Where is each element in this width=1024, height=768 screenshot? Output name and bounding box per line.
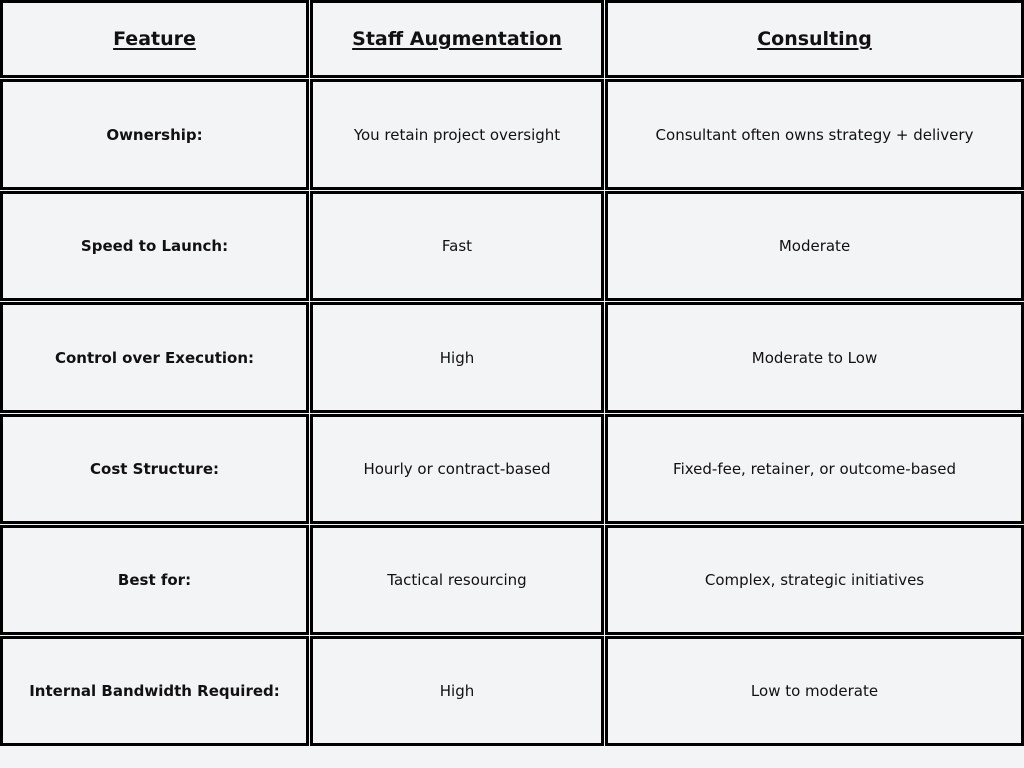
feature-label: Control over Execution:: [54, 348, 255, 367]
header-staff-augmentation-label: Staff Augmentation: [352, 28, 562, 50]
row-cost-consulting: [605, 414, 1024, 524]
row-cost-staff: [310, 414, 604, 524]
row-best-for-staff: [310, 525, 604, 635]
row-speed-feature: [0, 191, 309, 301]
staff-augmentation-value: Fast: [441, 237, 473, 255]
header-feature: [0, 0, 309, 78]
staff-augmentation-value: Tactical resourcing: [387, 571, 527, 589]
header-staff-augmentation: [310, 0, 604, 78]
row-bandwidth-feature: [0, 636, 309, 746]
feature-label: Ownership:: [106, 125, 203, 144]
row-best-for-consulting: [605, 525, 1024, 635]
feature-label: Cost Structure:: [90, 460, 219, 478]
row-best-for-feature: [0, 525, 309, 635]
consulting-value: Moderate: [778, 237, 851, 255]
row-ownership-feature: [0, 79, 309, 190]
consulting-value: Moderate to Low: [751, 348, 878, 367]
row-bandwidth-consulting: [605, 636, 1024, 746]
consulting-value: Fixed-fee, retainer, or outcome-based: [673, 460, 956, 478]
row-ownership-consulting: [605, 79, 1024, 190]
staff-augmentation-value: High: [439, 348, 475, 367]
row-bandwidth-staff: [310, 636, 604, 746]
staff-augmentation-value: You retain project oversight: [353, 125, 561, 144]
header-consulting-label: Consulting: [757, 28, 872, 50]
row-speed-consulting: [605, 191, 1024, 301]
row-cost-feature: [0, 414, 309, 524]
staff-augmentation-value: Hourly or contract-based: [363, 460, 551, 478]
consulting-value: Complex, strategic initiatives: [704, 571, 925, 589]
row-control-feature: [0, 302, 309, 413]
feature-label: Best for:: [117, 571, 192, 589]
row-control-staff: [310, 302, 604, 413]
row-speed-staff: [310, 191, 604, 301]
header-feature-label: Feature: [113, 28, 196, 50]
row-ownership-staff: [310, 79, 604, 190]
feature-label: Speed to Launch:: [80, 237, 229, 255]
header-consulting: [605, 0, 1024, 78]
row-control-consulting: [605, 302, 1024, 413]
staff-augmentation-value: High: [439, 682, 475, 700]
consulting-value: Consultant often owns strategy + delivery: [655, 125, 974, 144]
feature-label: Internal Bandwidth Required:: [29, 682, 280, 700]
consulting-value: Low to moderate: [750, 682, 879, 700]
